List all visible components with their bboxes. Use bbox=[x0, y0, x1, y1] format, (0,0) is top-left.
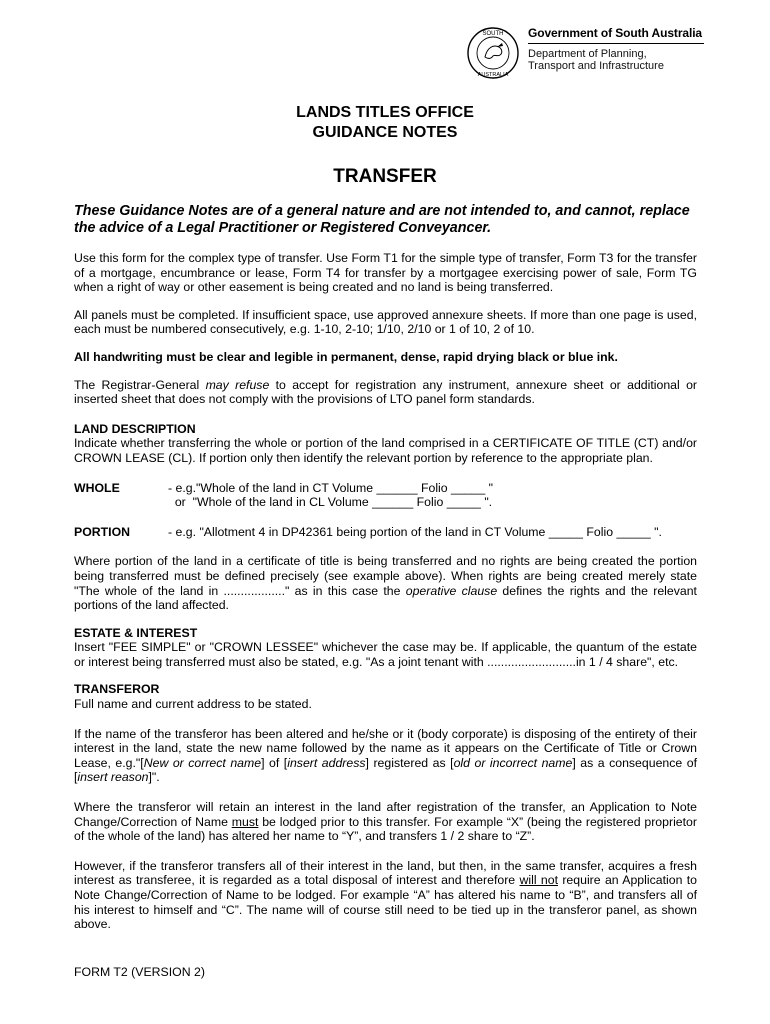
government-logo bbox=[466, 26, 706, 78]
intro-disclaimer: These Guidance Notes are of a general nature and are not intended to, and cannot, replace the advice of a Legal Practitioner or Registered Conveyancer. bbox=[74, 203, 690, 236]
page-title: TRANSFER bbox=[333, 166, 437, 187]
para-form-usage: Use this form for the complex type of transfer. Use Form T1 for the simple type of transfer, Form T3 for the transfer of a mortgage, encumbrance or lease, Form T4 for transfer by a mortgagee exercising power of sale, Form TG when a right of way or other easement is being created and no land is being transferred. bbox=[74, 251, 697, 295]
svg-text:SOUTH: SOUTH bbox=[482, 31, 504, 37]
t2-s2: be lodged prior to this transfer. For example “X” (being the registered proprietor of the whole of the land) has altered her name to “Y”, and transfers 1 / 2 share to “Z”. bbox=[74, 814, 697, 844]
south-australia-seal-icon bbox=[466, 26, 520, 80]
estate-text: Insert "FEE SIMPLE" or "CROWN LESSEE" whichever the case may be. If applicable, the quantum of the estate or interest being transferred must also be stated, e.g. "As a joint tenant with ..........................in 1 / 4 share", etc. bbox=[74, 640, 697, 669]
office-title-line1: LANDS TITLES OFFICE bbox=[296, 104, 474, 121]
t1-s1: If the name of the transferor has been altered and he/she or it (body corporate) is disposing of the entirety of their interest in the land, state the new name followed by the name as it appears on the Certificate of Title or Crown Lease, e.g."[ bbox=[74, 726, 697, 770]
t3-u1: will not bbox=[519, 873, 558, 888]
t1-s2: ] of [ bbox=[261, 755, 288, 770]
portion-label: PORTION bbox=[74, 524, 131, 539]
t1-i1: New or correct name bbox=[143, 755, 262, 770]
t3-s1: However, if the transferor transfers all of their interest in the land, but then, in the same transfer, acquires a fresh interest as transferee, it is regarded as a total disposal of interest and therefore bbox=[74, 858, 697, 888]
registrar-text-end: to accept for registration any instrument, annexure sheet or additional or inserted sheet that does not comply with the provisions of LTO panel form standards. bbox=[74, 377, 697, 407]
t3-s2: require an Application to Note Change/Correction of Name to be lodged. For example “A” has altered his name to “B”, and transfers all of his interest to himself and “C”. The name will of course still need to be tied up in the transferor panel, as shown above. bbox=[74, 873, 698, 932]
t2-s1: Where the transferor will retain an interest in the land after registration of the transfer, an Application to Note Change/Correction of Name bbox=[74, 800, 697, 829]
t1-s3: ] registered as [ bbox=[365, 755, 454, 770]
land-description-heading: LAND DESCRIPTION bbox=[74, 421, 196, 436]
transferor-text: Full name and current address to be stated. bbox=[74, 697, 312, 712]
department-line-1: Department of Planning, bbox=[528, 48, 647, 60]
whole-label: WHOLE bbox=[74, 480, 120, 495]
office-title bbox=[0, 103, 770, 143]
form-version-footer: FORM T2 (VERSION 2) bbox=[74, 965, 205, 979]
svg-text:AUSTRALIA: AUSTRALIA bbox=[477, 72, 509, 78]
rights-italic: operative clause bbox=[405, 583, 498, 598]
registrar-text: The Registrar-General bbox=[74, 377, 206, 392]
whole-example-line1: - e.g."Whole of the land in CT Volume ______ Folio _____ " bbox=[168, 480, 494, 495]
para-handwriting: All handwriting must be clear and legible in permanent, dense, rapid drying black or blue ink. bbox=[74, 349, 618, 364]
portion-example-line: - e.g. "Allotment 4 in DP42361 being portion of the land in CT Volume _____ Folio _____ ". bbox=[168, 524, 662, 539]
para-transferor-total bbox=[74, 859, 697, 932]
registrar-italic: may refuse bbox=[205, 377, 270, 392]
whole-example bbox=[74, 481, 697, 510]
rights-text-end: defines the rights and the relevant portions of the land affected. bbox=[74, 583, 697, 613]
estate-heading: ESTATE & INTEREST bbox=[74, 625, 198, 640]
para-transferor-retain bbox=[74, 800, 697, 844]
guidance-body bbox=[74, 203, 697, 932]
portion-example bbox=[74, 525, 697, 540]
para-rights bbox=[74, 554, 697, 612]
office-title-line2: GUIDANCE NOTES bbox=[312, 124, 458, 141]
t1-i4: insert reason bbox=[77, 770, 149, 785]
logo-divider bbox=[528, 43, 704, 44]
para-registrar bbox=[74, 378, 697, 407]
government-name: Government of South Australia bbox=[528, 26, 703, 40]
t1-s5: ]". bbox=[148, 770, 160, 785]
t1-s4: ] as a consequence of [ bbox=[74, 755, 697, 785]
land-description-text: Indicate whether transferring the whole or portion of the land comprised in a CERTIFICATE OF TITLE (CT) and/or CROWN LEASE (CL). If portion only then identify the relevant portion by reference to the appropriate plan. bbox=[74, 436, 697, 465]
t2-u1: must bbox=[231, 814, 259, 829]
para-transferor-altered bbox=[74, 727, 697, 785]
transferor-heading: TRANSFEROR bbox=[74, 682, 160, 697]
whole-example-line2: or "Whole of the land in CL Volume ______ Folio _____ ". bbox=[168, 495, 493, 510]
department-line-2: Transport and Infrastructure bbox=[528, 60, 664, 72]
rights-text: Where portion of the land in a certificate of title is being transferred and no rights are being created the portion being transferred must be defined precisely (see example above). When rights are being created merely state "The whole of the land in .................." as in this case the bbox=[74, 554, 697, 598]
para-panels: All panels must be completed. If insufficient space, use approved annexure sheets. If more than one page is used, each must be numbered consecutively, e.g. 1-10, 2-10; 1/10, 2/10 or 1 of 10, 2 of 10. bbox=[74, 307, 697, 337]
t1-i3: old or incorrect name bbox=[453, 755, 573, 770]
t1-i2: insert address bbox=[287, 755, 366, 770]
